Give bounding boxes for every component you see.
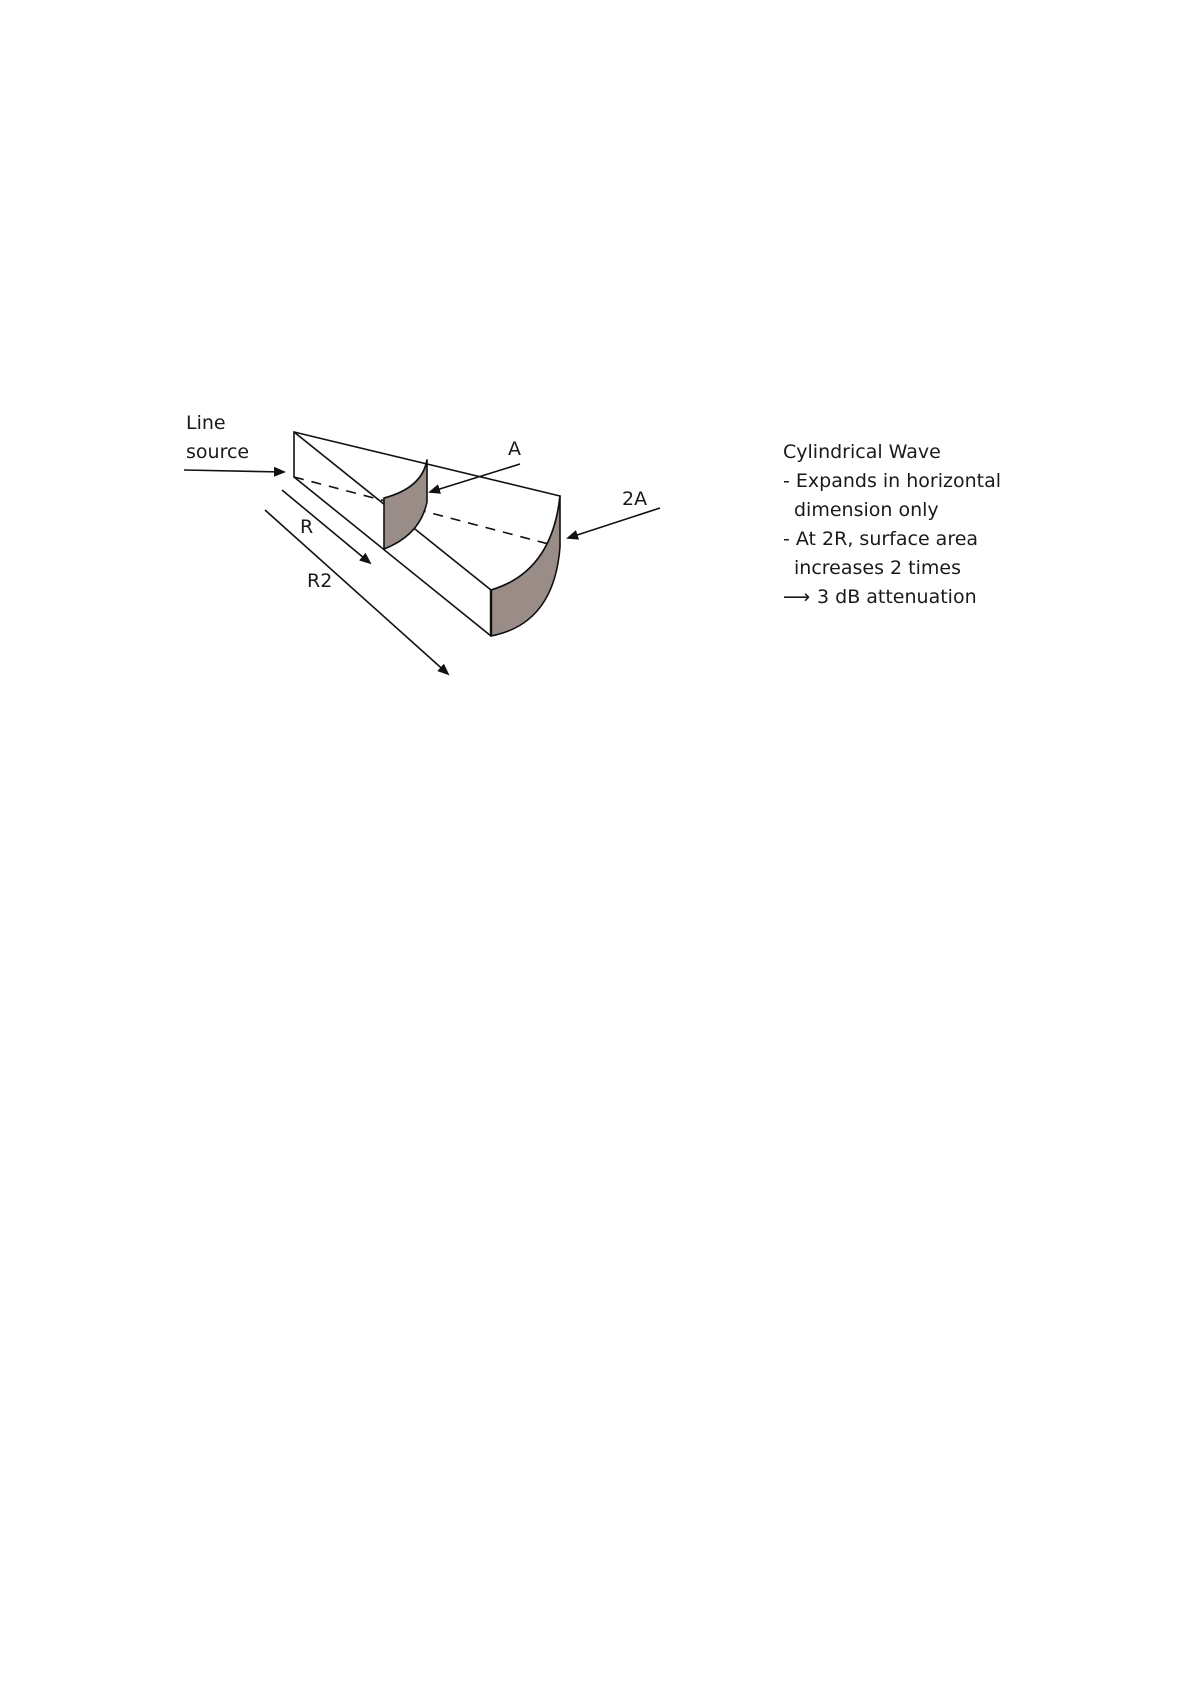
- notes-item2-line1: - At 2R, surface area: [783, 528, 979, 550]
- inner-surface-A: [384, 460, 427, 549]
- notes-block: [783, 438, 1083, 612]
- label-r: R: [300, 516, 314, 538]
- line-source-arrow: [184, 470, 284, 472]
- notes-item2-line2: increases 2 times: [794, 557, 961, 579]
- arrow-icon: ⟶: [783, 586, 811, 608]
- notes-result: [783, 583, 1083, 612]
- label-r2: R2: [307, 570, 333, 592]
- label-line-source-2: source: [186, 441, 250, 463]
- two-a-arrow: [568, 508, 660, 538]
- notes-item1-line1: - Expands in horizontal: [783, 470, 1002, 492]
- r-arrow: [282, 490, 370, 563]
- notes-item1-line2: dimension only: [794, 499, 939, 521]
- notes-title: Cylindrical Wave: [783, 441, 941, 463]
- outer-surface-2A: [491, 496, 560, 636]
- label-a: A: [508, 438, 521, 460]
- notes-result-text: 3 dB attenuation: [817, 586, 977, 608]
- r2-arrow: [265, 510, 448, 674]
- label-line-source-1: Line: [186, 412, 226, 434]
- label-2a: 2A: [622, 488, 648, 510]
